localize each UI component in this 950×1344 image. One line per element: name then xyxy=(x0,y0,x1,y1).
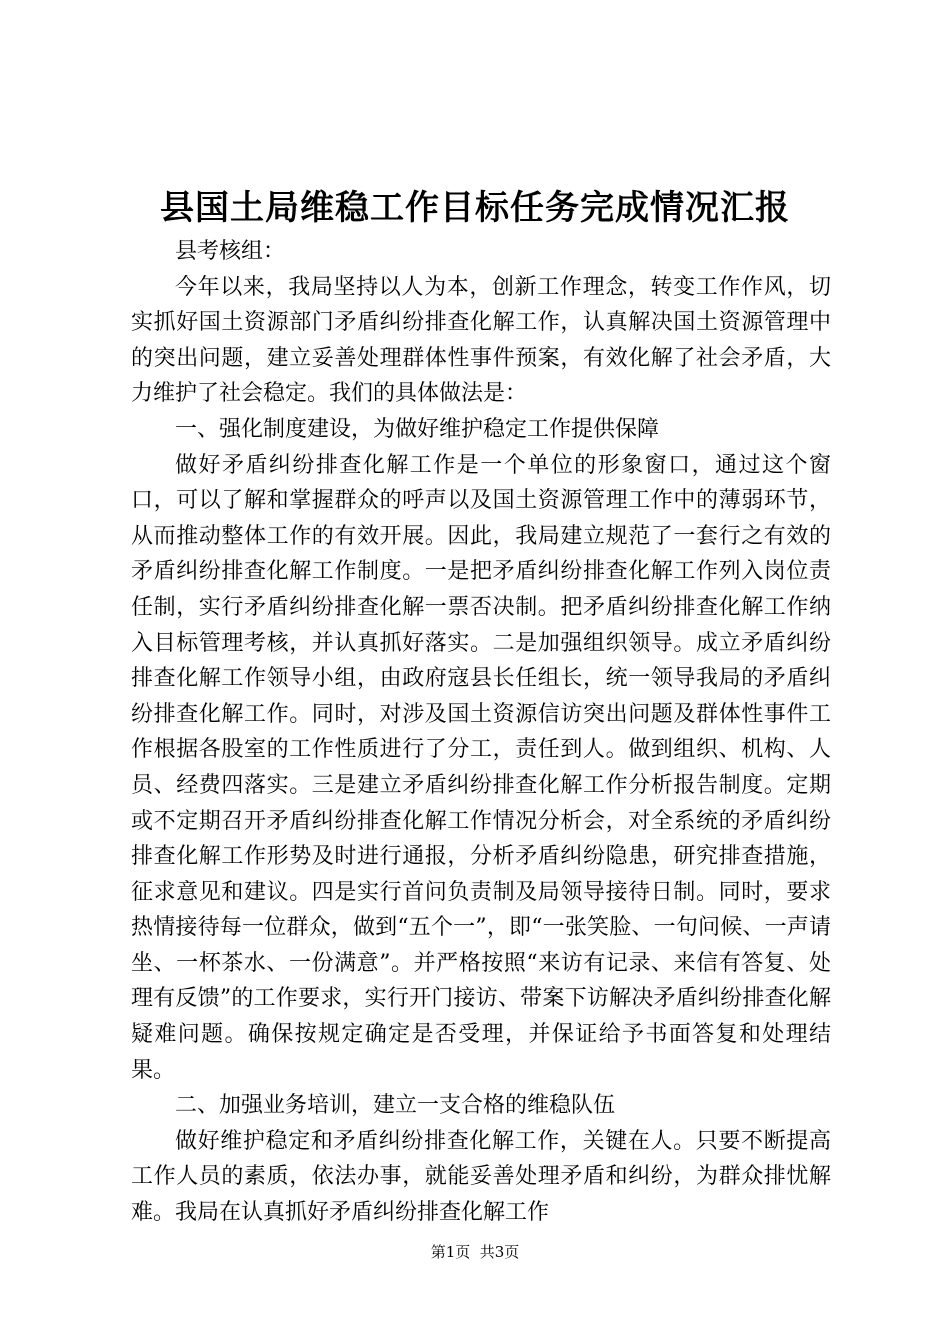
page-footer xyxy=(0,1240,950,1264)
page-number-label: 第1页 共3页 xyxy=(430,1243,520,1261)
intro-paragraph: 今年以来，我局坚持以人为本，创新工作理念，转变工作作风，切实抓好国土资源部门矛盾纠纷排查化解工作，认真解决国土资源管理中的突出问题，建立妥善处理群体性事件预案，有效化解了社会矛盾，大力维护了社会稳定。我们的具体做法是： xyxy=(131,274,831,407)
section-1-paragraph: 做好矛盾纠纷排查化解工作是一个单位的形象窗口，通过这个窗口，可以了解和掌握群众的呼声以及国土资源管理工作中的薄弱环节，从而推动整体工作的有效开展。因此，我局建立规范了一套行之有效的矛盾纠纷排查化解工作制度。一是把矛盾纠纷排查化解工作列入岗位责任制，实行矛盾纠纷排查化解一票否决制。把矛盾纠纷排查化解工作纳入目标管理考核，并认真抓好落实。二是加强组织领导。成立矛盾纠纷排查化解工作领导小组，由政府寇县长任组长，统一领导我局的矛盾纠纷排查化解工作。同时，对涉及国土资源信访突出问题及群体性事件工作根据各股室的工作性质进行了分工，责任到人。做到组织、机构、人员、经费四落实。三是建立矛盾纠纷排查化解工作分析报告制度。定期或不定期召开矛盾纠纷排查化解工作情况分析会，对全系统的矛盾纠纷排查化解工作形势及时进行通报，分析矛盾纠纷隐患，研究排查措施，征求意见和建议。四是实行首问负责制及局领导接待日制。同时，要求热情接待每一位群众，做到“五个一”，即“一张笑脸、一句问候、一声请坐、一杯茶水、一份满意”。并严格按照“来访有记录、来信有答复、处理有反馈”的工作要求，实行开门接访、带案下访解决矛盾纠纷排查化解疑难问题。确保按规定确定是否受理，并保证给予书面答复和处理结果。 xyxy=(131,452,831,1083)
salutation: 县考核组： xyxy=(175,239,286,264)
section-heading-2: 二、加强业务培训，建立一支合格的维稳队伍 xyxy=(175,1093,616,1119)
section-2-paragraph: 做好维护稳定和矛盾纠纷排查化解工作，关键在人。只要不断提高工作人员的素质，依法办事，就能妥善处理矛盾和纠纷，为群众排忧解难。我局在认真抓好矛盾纠纷排查化解工作 xyxy=(131,1128,831,1226)
section-heading-1: 一、强化制度建设，为做好维护稳定工作提供保障 xyxy=(175,416,660,442)
document-title: 县国土局维稳工作目标任务完成情况汇报 xyxy=(160,188,790,228)
document-body xyxy=(131,234,831,1231)
